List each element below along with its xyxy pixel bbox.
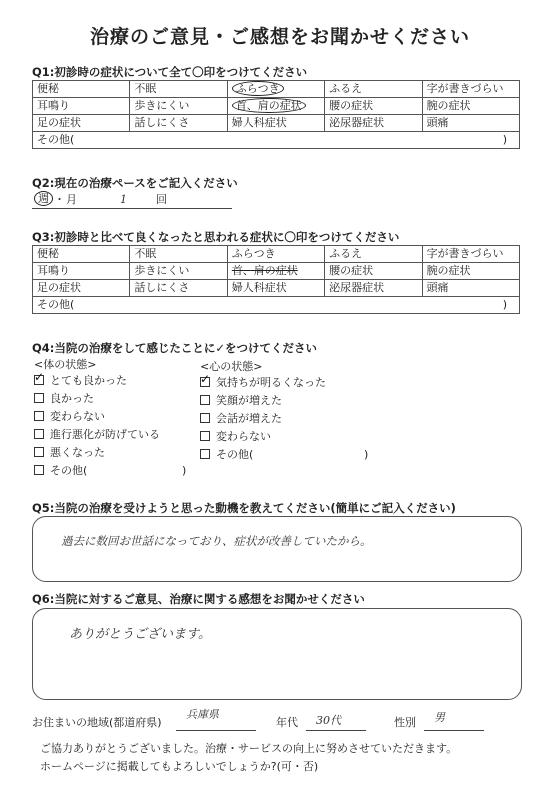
table-row — [33, 81, 520, 98]
q4-mind-option[interactable] — [200, 372, 326, 390]
thanks-note: ご協力ありがとうございました。治療・サービスの向上に努めさせていただきます。 — [40, 742, 458, 755]
q3-cell[interactable]: 不眠 — [130, 246, 227, 263]
check-icon: ✓ — [34, 370, 45, 384]
q6-heading: Q6:当院に対するご意見、治療に関する感想をお聞かせください — [32, 592, 365, 606]
q3-symptom-table — [32, 245, 520, 314]
q3-cell[interactable]: 腕の症状 — [422, 263, 519, 280]
table-row — [33, 297, 520, 314]
region-underline — [176, 729, 256, 731]
q3-cell-marked: 首、肩の症状 — [231, 264, 298, 277]
q2-month-option[interactable]: 月 — [66, 193, 77, 206]
q3-cell[interactable] — [227, 263, 324, 280]
q4-body-option[interactable] — [34, 428, 160, 442]
table-row — [33, 98, 520, 115]
table-row — [33, 263, 520, 280]
q3-other-label: その他( — [37, 298, 75, 311]
table-row — [33, 246, 520, 263]
gender-label: 性別 — [394, 716, 416, 729]
checkbox-checked[interactable] — [200, 372, 211, 387]
q3-heading: Q3:初診時と比べて良くなったと思われる症状に〇印をつけてください — [32, 230, 400, 244]
q3-other-field[interactable] — [33, 297, 520, 314]
option-label: 進行悪化が防げている — [50, 428, 160, 441]
checkbox[interactable] — [34, 411, 44, 421]
option-label: 変わらない — [50, 410, 105, 423]
option-label: 気持ちが明るくなった — [216, 376, 326, 389]
q2-pace-field[interactable] — [32, 191, 232, 209]
checkbox[interactable] — [200, 413, 210, 423]
q4-body-heading: <体の状態> — [34, 358, 97, 371]
q2-heading: Q2:現在の治療ペースをご記入ください — [32, 176, 238, 190]
q1-cell[interactable] — [227, 81, 324, 98]
q1-cell[interactable]: 歩きにくい — [130, 98, 227, 115]
checkbox[interactable] — [34, 393, 44, 403]
page-title: 治療のご意見・ご感想をお聞かせください — [89, 26, 470, 48]
q3-cell[interactable]: ふらつき — [227, 246, 324, 263]
region-label: お住まいの地域(都道府県) — [32, 716, 162, 729]
q6-answer-box[interactable] — [32, 608, 522, 700]
q3-other-close: ) — [502, 298, 507, 311]
check-icon: ✓ — [200, 372, 211, 386]
q1-cell[interactable]: 字が書きづらい — [422, 81, 519, 98]
q4-mind-option[interactable] — [200, 412, 282, 426]
option-label: 悪くなった — [50, 446, 105, 459]
q5-answer-text: 過去に数回お世話になっており、症状が改善していたから。 — [61, 534, 372, 548]
q4-body-option[interactable] — [34, 392, 94, 406]
q5-answer-box[interactable] — [32, 516, 522, 582]
q4-body-close: ) — [182, 464, 187, 477]
q1-other-label: その他( — [37, 133, 75, 146]
q3-cell[interactable]: 足の症状 — [33, 280, 130, 297]
q1-cell[interactable]: 便秘 — [33, 81, 130, 98]
table-row — [33, 280, 520, 297]
table-row — [33, 115, 520, 132]
gender-underline — [424, 729, 484, 731]
q4-mind-close: ) — [364, 448, 369, 461]
option-label: 良かった — [50, 392, 94, 405]
age-underline — [306, 729, 366, 731]
region-value[interactable]: 兵庫県 — [186, 708, 219, 721]
q3-cell[interactable]: 話しにくさ — [130, 280, 227, 297]
q1-cell[interactable]: 話しにくさ — [130, 115, 227, 132]
q1-cell-circled: ふらつき — [232, 81, 284, 96]
q1-cell[interactable]: 不眠 — [130, 81, 227, 98]
checkbox[interactable] — [200, 431, 210, 441]
q1-cell[interactable]: 泌尿器症状 — [325, 115, 422, 132]
q4-mind-option[interactable] — [200, 430, 271, 444]
q2-week-option[interactable]: 週 — [34, 191, 53, 206]
q5-heading: Q5:当院の治療を受けようと思った動機を教えてください(簡単にご記入ください) — [32, 501, 456, 515]
checkbox[interactable] — [34, 447, 44, 457]
option-label: 変わらない — [216, 430, 271, 443]
q3-cell[interactable]: 婦人科症状 — [227, 280, 324, 297]
q1-cell[interactable]: 腕の症状 — [422, 98, 519, 115]
gender-value[interactable]: 男 — [434, 711, 445, 724]
q2-unit: 回 — [156, 193, 167, 206]
publish-question: ホームページに掲載してもよろしいでしょうか?(可・否) — [40, 760, 319, 773]
checkbox[interactable] — [34, 429, 44, 439]
checkbox[interactable] — [200, 395, 210, 405]
q2-sep: ・ — [54, 193, 65, 206]
q3-cell[interactable]: 字が書きづらい — [422, 246, 519, 263]
table-row — [33, 132, 520, 149]
option-label: とても良かった — [50, 374, 127, 387]
q4-body-option[interactable] — [34, 446, 105, 460]
q1-cell[interactable]: ふるえ — [325, 81, 422, 98]
q3-cell[interactable]: 耳鳴り — [33, 263, 130, 280]
q4-mind-heading: <心の状態> — [200, 360, 263, 373]
checkbox[interactable] — [34, 465, 44, 475]
q3-cell[interactable]: 頭痛 — [422, 280, 519, 297]
option-label: 会話が増えた — [216, 412, 282, 425]
q1-cell[interactable] — [227, 98, 324, 115]
q1-other-field[interactable] — [33, 132, 520, 149]
option-label: 笑顔が増えた — [216, 394, 282, 407]
q1-cell-circled: 首、肩の症状 — [232, 98, 306, 113]
option-label: その他( — [216, 448, 254, 461]
q3-cell[interactable]: ふるえ — [325, 246, 422, 263]
q6-answer-text: ありがとうございます。 — [69, 627, 211, 642]
checkbox-checked[interactable] — [34, 370, 45, 385]
checkbox[interactable] — [200, 449, 210, 459]
q4-body-option[interactable] — [34, 464, 87, 478]
q1-cell[interactable]: 耳鳴り — [33, 98, 130, 115]
q1-cell[interactable]: 腰の症状 — [325, 98, 422, 115]
q4-mind-option[interactable] — [200, 448, 253, 462]
q1-heading: Q1:初診時の症状について全て〇印をつけてください — [32, 65, 308, 79]
q1-cell[interactable]: 婦人科症状 — [227, 115, 324, 132]
q4-heading: Q4:当院の治療をして感じたことに✓をつけてください — [32, 341, 318, 355]
q1-cell[interactable]: 足の症状 — [33, 115, 130, 132]
q4-body-option[interactable] — [34, 370, 127, 388]
q4-body-option[interactable] — [34, 410, 105, 424]
q3-cell[interactable]: 泌尿器症状 — [325, 280, 422, 297]
age-label: 年代 — [276, 716, 298, 729]
q3-cell[interactable]: 腰の症状 — [325, 263, 422, 280]
q3-cell[interactable]: 歩きにくい — [130, 263, 227, 280]
option-label: その他( — [50, 464, 88, 477]
q4-mind-option[interactable] — [200, 394, 282, 408]
q1-other-close: ) — [502, 133, 507, 146]
q1-cell[interactable]: 頭痛 — [422, 115, 519, 132]
q2-count-value: 1 — [120, 193, 127, 206]
q3-cell[interactable]: 便秘 — [33, 246, 130, 263]
q1-symptom-table — [32, 80, 520, 149]
age-value[interactable]: 30代 — [316, 714, 341, 727]
